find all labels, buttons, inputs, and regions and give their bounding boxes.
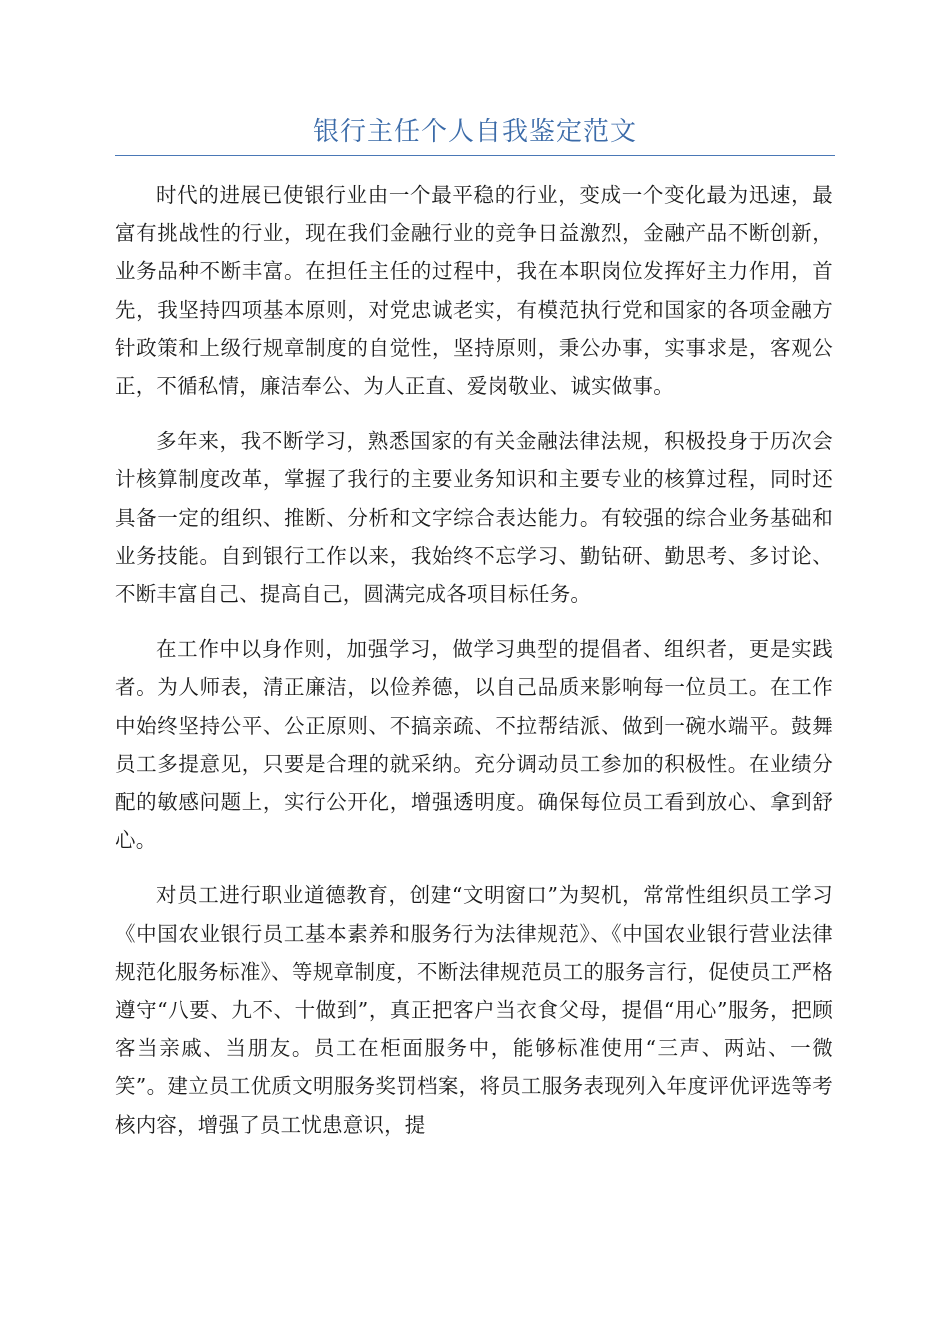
document-body — [115, 176, 833, 1161]
paragraph-4: 对员工进行职业道德教育，创建“文明窗口”为契机，常常性组织员工学习《中国农业银行员工基本素养和服务行为法律规范》、《中国农业银行营业法律规范化服务标准》、等规章制度，不断法律规范员工的服务言行，促使员工严格遵守“八要、九不、十做到”，真正把客户当衣食父母，提倡“用心”服务，把顾客当亲戚、当朋友。员工在柜面服务中，能够标准使用“三声、两站、一微笑”。建立员工优质文明服务奖罚档案，将员工服务表现列入年度评优评选等考核内容，增强了员工忧患意识，提 — [115, 883, 833, 1137]
paragraph-3: 在工作中以身作则，加强学习，做学习典型的提倡者、组织者，更是实践者。为人师表，清正廉洁，以俭养德，以自己品质来影响每一位员工。在工作中始终坚持公平、公正原则、不搞亲疏、不拉帮结派、做到一碗水端平。鼓舞员工多提意见，只要是合理的就采纳。充分调动员工参加的积极性。在业绩分配的敏感问题上，实行公开化，增强透明度。确保每位员工看到放心、拿到舒心。 — [115, 637, 833, 853]
title-block — [115, 112, 835, 156]
paragraph-2: 多年来，我不断学习，熟悉国家的有关金融法律法规，积极投身于历次会计核算制度改革，掌握了我行的主要业务知识和主要专业的核算过程，同时还具备一定的组织、推断、分析和文字综合表达能力。有较强的综合业务基础和业务技能。自到银行工作以来，我始终不忘学习、勤钻研、勤思考、多讨论、不断丰富自己、提高自己，圆满完成各项目标任务。 — [115, 429, 833, 607]
document-title: 银行主任个人自我鉴定范文 — [312, 117, 637, 147]
title-underline — [115, 155, 835, 156]
paragraph-1: 时代的进展已使银行业由一个最平稳的行业，变成一个变化最为迅速，最富有挑战性的行业，现在我们金融行业的竞争日益激烈，金融产品不断创新，业务品种不断丰富。在担任主任的过程中，我在本职岗位发挥好主力作用，首先，我坚持四项基本原则，对党忠诚老实，有模范执行党和国家的各项金融方针政策和上级行规章制度的自觉性，坚持原则，秉公办事，实事求是，客观公正，不循私情，廉洁奉公、为人正直、爱岗敬业、诚实做事。 — [115, 183, 833, 399]
